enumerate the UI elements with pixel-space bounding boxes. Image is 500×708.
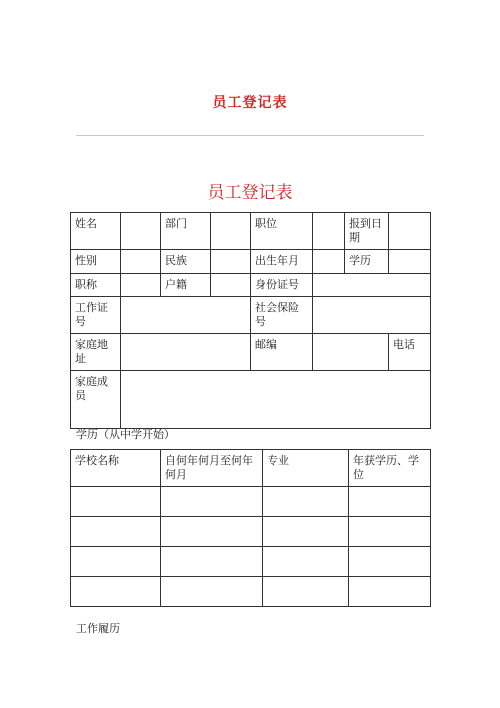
label-birth-date: 出生年月 [251,250,313,274]
work-history-label: 工作履历 [76,622,120,635]
label-ethnicity: 民族 [161,250,211,274]
input-education[interactable] [389,250,431,274]
input-birth-date[interactable] [313,250,345,274]
input-social-security[interactable] [313,297,431,334]
input-household[interactable] [211,274,251,297]
header-divider [76,135,424,136]
table-cell[interactable] [71,517,161,547]
label-id-number: 身份证号 [251,274,313,297]
label-postcode: 邮编 [251,334,313,371]
form-title: 员工登记表 [207,183,293,203]
input-family[interactable] [121,371,431,429]
table-cell[interactable] [161,547,263,577]
table-cell[interactable] [349,547,431,577]
label-household: 户籍 [161,274,211,297]
label-position: 职位 [251,213,313,250]
input-department[interactable] [211,213,251,250]
document-title: 员工登记表 [212,95,288,111]
table-cell[interactable] [263,577,349,607]
table-cell[interactable] [263,487,349,517]
table-cell[interactable] [71,577,161,607]
education-table [70,449,431,607]
column-header: 年获学历、学位 [349,450,431,487]
label-name: 姓名 [71,213,121,250]
column-header: 自何年何月至何年何月 [161,450,263,487]
label-social-security: 社会保险号 [251,297,313,334]
table-cell[interactable] [349,517,431,547]
label-address: 家庭地址 [71,334,121,371]
label-report-date: 报到日期 [345,213,389,250]
table-cell[interactable] [349,487,431,517]
table-row [71,547,431,577]
label-education: 学历 [345,250,389,274]
education-section-label: 学历（从中学开始） [76,428,175,441]
label-department: 部门 [161,213,211,250]
input-ethnicity[interactable] [211,250,251,274]
input-work-id[interactable] [121,297,251,334]
table-cell[interactable] [71,547,161,577]
column-header: 学校名称 [71,450,161,487]
table-row [71,577,431,607]
input-gender[interactable] [121,250,161,274]
table-cell[interactable] [263,547,349,577]
label-gender: 性别 [71,250,121,274]
column-header: 专业 [263,450,349,487]
registration-table [70,212,431,429]
table-row [71,487,431,517]
label-phone: 电话 [389,334,431,371]
input-position[interactable] [313,213,345,250]
input-address[interactable] [121,334,251,371]
table-cell[interactable] [71,487,161,517]
table-cell[interactable] [161,517,263,547]
input-id-number[interactable] [313,274,431,297]
label-family: 家庭成员 [71,371,121,429]
label-work-id: 工作证号 [71,297,121,334]
input-report-date[interactable] [389,213,431,250]
table-cell[interactable] [161,487,263,517]
table-row [71,517,431,547]
input-name[interactable] [121,213,161,250]
input-title[interactable] [121,274,161,297]
table-cell[interactable] [349,577,431,607]
table-cell[interactable] [161,577,263,607]
input-postcode[interactable] [313,334,389,371]
label-title: 职称 [71,274,121,297]
table-cell[interactable] [263,517,349,547]
